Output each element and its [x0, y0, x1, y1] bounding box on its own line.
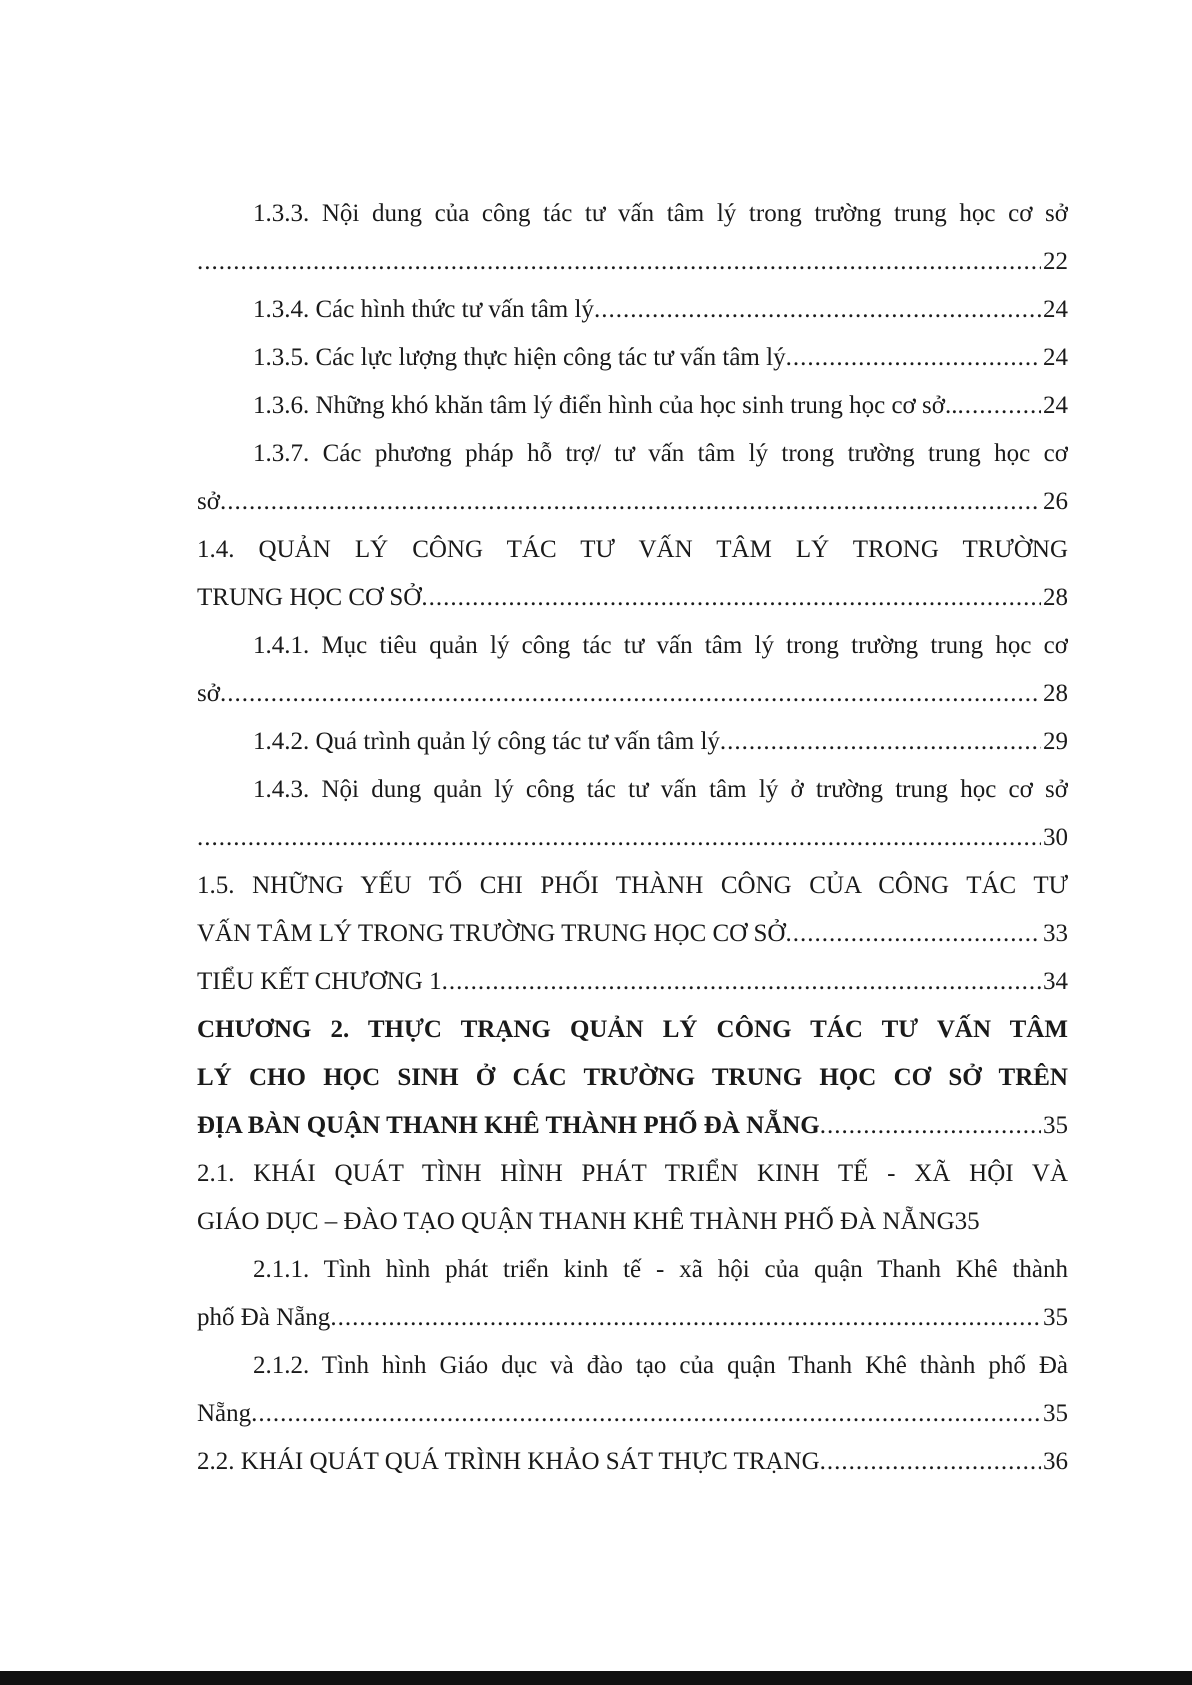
toc-entry-2-1-2-line1: 2.1.2. Tình hình Giáo dục và đào tạo của quận Thanh Khê thành phố Đà [253, 1352, 1068, 1379]
page-bottom-edge [0, 1671, 1192, 1685]
toc-entry-label: Nẵng [197, 1400, 252, 1427]
toc-page-number: 24 [1043, 344, 1068, 371]
toc-page-number: 34 [1043, 968, 1068, 995]
toc-entry-2-1-2-line2 [197, 1390, 1068, 1438]
toc-entry-label: 1.3.6. Những khó khăn tâm lý điển hình của học sinh trung học cơ sở.. [253, 392, 958, 419]
toc-page-number: 26 [1043, 488, 1068, 515]
toc-entry-1-3-6 [197, 382, 1068, 430]
dot-leader [251, 1390, 1041, 1438]
dot-leader [442, 958, 1041, 1006]
dot-leader [820, 1102, 1041, 1150]
toc-entry-label: VẤN TÂM LÝ TRONG TRƯỜNG TRUNG HỌC CƠ SỞ [197, 920, 786, 947]
toc-entry-label: TIỂU KẾT CHƯƠNG 1 [197, 968, 442, 995]
dot-leader [220, 478, 1041, 526]
toc-entry-label: 2.2. KHÁI QUÁT QUÁ TRÌNH KHẢO SÁT THỰC TRẠNG [197, 1448, 820, 1475]
toc-page-number: 30 [1043, 824, 1068, 851]
dot-leader [785, 910, 1041, 958]
toc-page-number: 29 [1043, 728, 1068, 755]
toc-entry-2-1-1-line2 [197, 1294, 1068, 1342]
toc-entry-1-3-5 [197, 334, 1068, 382]
toc-page-number: 35 [1043, 1112, 1068, 1139]
toc-entry-1-4-line2 [197, 574, 1068, 622]
toc-entry-1-4-3-line2 [197, 814, 1068, 862]
toc-entry-1-4-2 [197, 718, 1068, 766]
toc-entry-label: sở [197, 488, 220, 515]
dot-leader [957, 382, 1041, 430]
toc-page-number: 35 [1043, 1400, 1068, 1427]
toc-page-number: 33 [1043, 920, 1068, 947]
dot-leader [421, 574, 1041, 622]
toc-entry-label: ĐỊA BÀN QUẬN THANH KHÊ THÀNH PHỐ ĐÀ NẴNG [197, 1112, 820, 1139]
toc-entry-1-5-line2 [197, 910, 1068, 958]
toc-entry-2-1-1-line1: 2.1.1. Tình hình phát triển kinh tế - xã hội của quận Thanh Khê thành [253, 1256, 1068, 1283]
dot-leader [786, 334, 1041, 382]
toc-page-number: 28 [1043, 680, 1068, 707]
toc-entry-label: 1.4.2. Quá trình quản lý công tác tư vấn tâm lý [253, 728, 720, 755]
toc-entry-1-3-3-line1: 1.3.3. Nội dung của công tác tư vấn tâm lý trong trường trung học cơ sở [253, 200, 1068, 227]
toc-chapter-2-line1: CHƯƠNG 2. THỰC TRẠNG QUẢN LÝ CÔNG TÁC TƯ VẤN TÂM [197, 1016, 1068, 1043]
toc-entry-1-3-7-line2 [197, 478, 1068, 526]
toc-entry-label: 1.3.5. Các lực lượng thực hiện công tác tư vấn tâm lý [253, 344, 786, 371]
toc-entry-1-4-line1: 1.4. QUẢN LÝ CÔNG TÁC TƯ VẤN TÂM LÝ TRONG TRƯỜNG [197, 536, 1068, 563]
toc-entry-1-4-1-line1: 1.4.1. Mục tiêu quản lý công tác tư vấn tâm lý trong trường trung học cơ [253, 632, 1068, 659]
toc-page-number: 24 [1043, 296, 1068, 323]
toc-entry-label: TRUNG HỌC CƠ SỞ [197, 584, 422, 611]
toc-entry-1-3-4 [197, 286, 1068, 334]
toc-entry-label: 1.3.4. Các hình thức tư vấn tâm lý [253, 296, 594, 323]
toc-entry-1-3-7-line1: 1.3.7. Các phương pháp hỗ trợ/ tư vấn tâm lý trong trường trung học cơ [253, 440, 1068, 467]
dot-leader [330, 1294, 1041, 1342]
toc-chapter-2-line3 [197, 1102, 1068, 1150]
dot-leader [197, 238, 1041, 286]
dot-leader [820, 1438, 1041, 1486]
dot-leader [720, 718, 1041, 766]
toc-entry-label: phố Đà Nẵng [197, 1304, 331, 1331]
toc-page-number: 22 [1043, 248, 1068, 275]
dot-leader [594, 286, 1041, 334]
toc-entry-2-1-line2: GIÁO DỤC – ĐÀO TẠO QUẬN THANH KHÊ THÀNH PHỐ ĐÀ NẴNG35 [197, 1208, 980, 1235]
dot-leader [197, 814, 1041, 862]
toc-page-number: 35 [1043, 1304, 1068, 1331]
dot-leader [220, 670, 1041, 718]
toc-entry-2-1-line1: 2.1. KHÁI QUÁT TÌNH HÌNH PHÁT TRIỂN KINH TẾ - XÃ HỘI VÀ [197, 1160, 1068, 1187]
toc-entry-1-5-line1: 1.5. NHỮNG YẾU TỐ CHI PHỐI THÀNH CÔNG CỦA CÔNG TÁC TƯ [197, 872, 1068, 899]
toc-entry-1-3-3-line2 [197, 238, 1068, 286]
toc-page-number: 28 [1043, 584, 1068, 611]
toc-chapter-2-line2: LÝ CHO HỌC SINH Ở CÁC TRƯỜNG TRUNG HỌC CƠ SỞ TRÊN [197, 1064, 1068, 1091]
table-of-contents [197, 190, 1068, 1486]
toc-entry-2-2 [197, 1438, 1068, 1486]
toc-page-number: 24 [1043, 392, 1068, 419]
toc-entry-1-4-3-line1: 1.4.3. Nội dung quản lý công tác tư vấn tâm lý ở trường trung học cơ sở [253, 776, 1068, 803]
toc-entry-1-4-1-line2 [197, 670, 1068, 718]
toc-entry-label: sở [197, 680, 220, 707]
toc-entry-chapter-1-summary [197, 958, 1068, 1006]
toc-page-number: 36 [1043, 1448, 1068, 1475]
